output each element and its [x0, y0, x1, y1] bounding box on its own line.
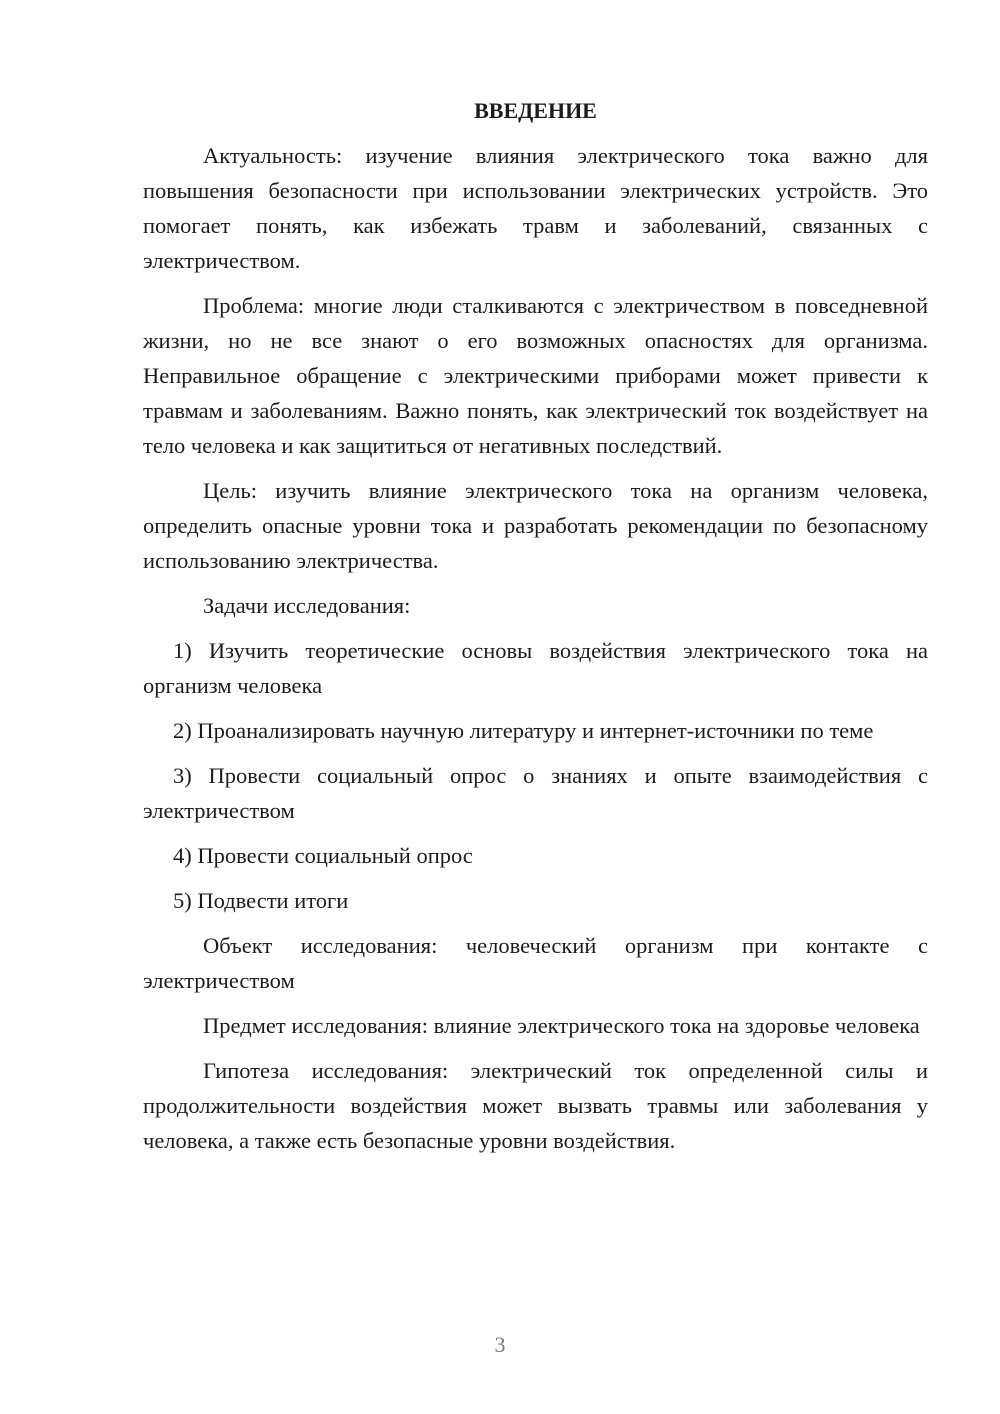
- paragraph-object: Объект исследования: человеческий организм при контакте с электричеством: [143, 933, 928, 993]
- task-item-2: 2) Проанализировать научную литературу и интернет-источники по теме: [173, 718, 874, 743]
- task-item-5: 5) Подвести итоги: [173, 888, 349, 913]
- paragraph-tasks-heading: Задачи исследования:: [203, 593, 411, 618]
- task-item-1: 1) Изучить теоретические основы воздействия электрического тока на организм человека: [143, 638, 928, 698]
- paragraph-subject: Предмет исследования: влияние электрического тока на здоровье человека: [203, 1013, 920, 1038]
- page-number: 3: [494, 1332, 506, 1357]
- page-content: [143, 96, 928, 1168]
- task-item-4: 4) Провести социальный опрос: [173, 843, 473, 868]
- task-item-3: 3) Провести социальный опрос о знаниях и опыте взаимодействия с электричеством: [143, 763, 928, 823]
- paragraph-goal: Цель: изучить влияние электрического тока на организм человека, определить опасные уровни тока и разработать рекомендации по безопасному использованию электричества.: [143, 478, 928, 573]
- paragraph-problem: Проблема: многие люди сталкиваются с электричеством в повседневной жизни, но не все знают о его возможных опасностях для организма. Неправильное обращение с электрическими приборами может привести к травмам и заболеваниям. Важно понять, как электрический ток воздействует на тело человека и как защититься от негативных последствий.: [143, 293, 928, 458]
- paragraph-hypothesis: Гипотеза исследования: электрический ток определенной силы и продолжительности воздействия может вызвать травмы или заболевания у человека, а также есть безопасные уровни воздействия.: [143, 1058, 928, 1153]
- section-title: ВВЕДЕНИЕ: [474, 98, 597, 123]
- paragraph-relevance: Актуальность: изучение влияния электрического тока важно для повышения безопасности при использовании электрических устройств. Это помогает понять, как избежать травм и заболеваний, связанных с электричеством.: [143, 143, 928, 273]
